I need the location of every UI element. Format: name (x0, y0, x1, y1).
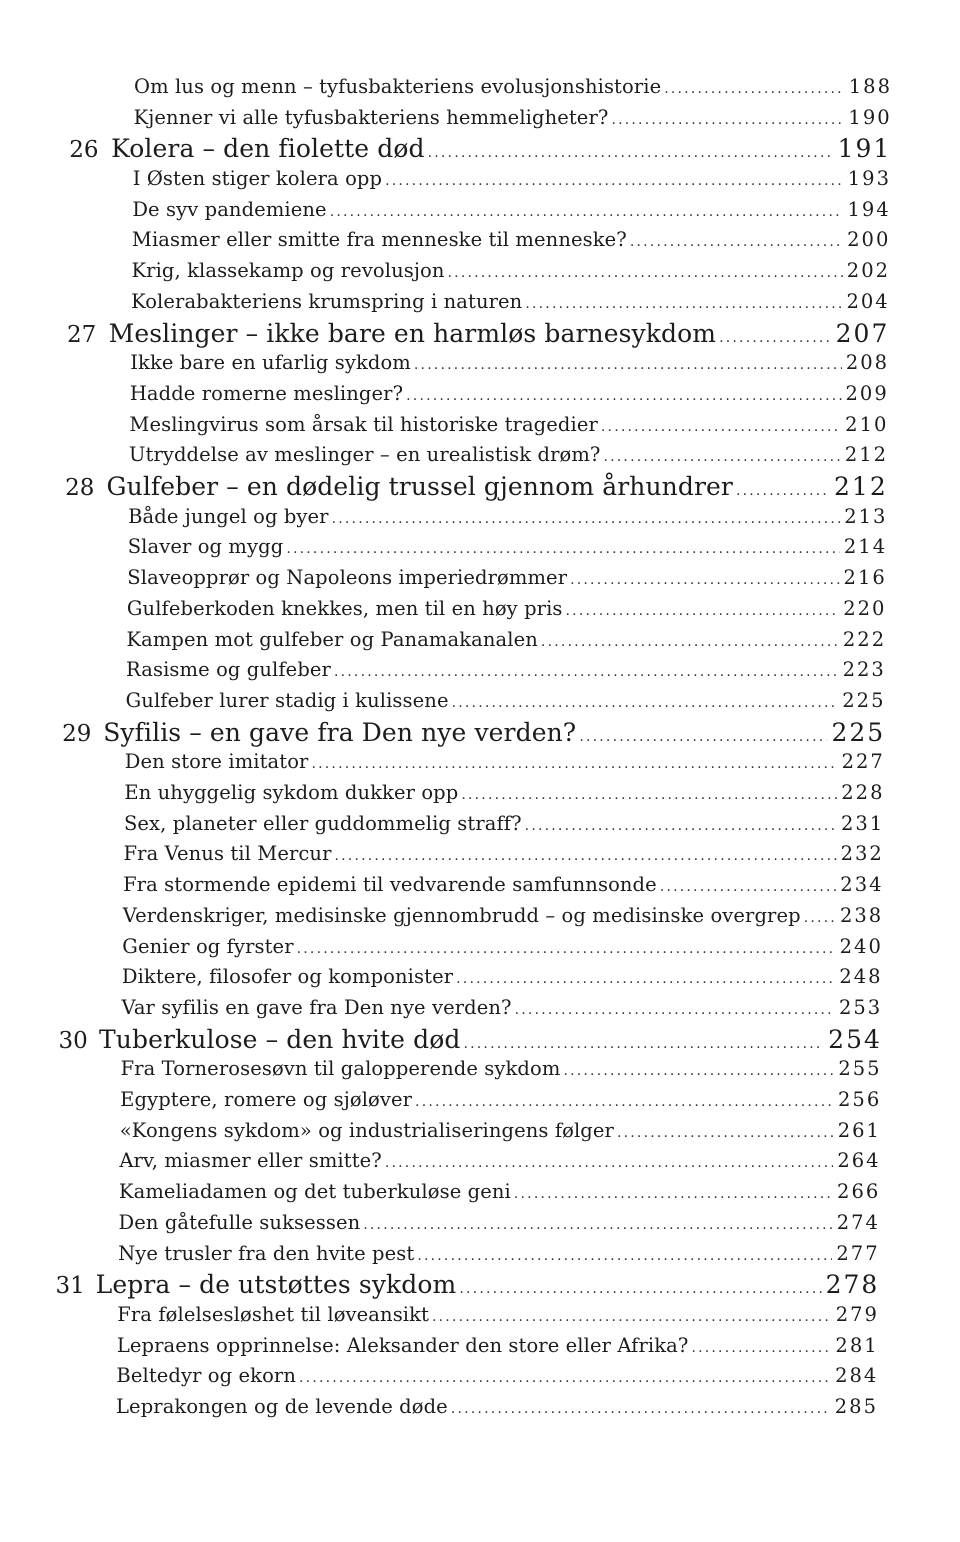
subentry-title: Miasmer eller smitte fra menneske til menneske? (131, 228, 627, 252)
dot-leader (630, 227, 843, 257)
dot-leader (525, 811, 837, 841)
page-number: 278 (825, 1270, 880, 1300)
dot-leader (417, 1241, 832, 1271)
toc-subentry-row (124, 839, 884, 869)
dot-leader (414, 350, 842, 380)
dot-leader (566, 596, 840, 626)
toc-chapter-row (103, 717, 885, 749)
chapter-title: Tuberkulose – den hvite død (99, 1024, 461, 1054)
page-number: 277 (836, 1241, 880, 1265)
dot-leader (664, 74, 845, 104)
page-number: 240 (839, 934, 883, 958)
page-number: 188 (848, 75, 892, 98)
page-number: 279 (835, 1302, 879, 1326)
subentry-title: De syv pandemiene (132, 197, 327, 221)
dot-leader (334, 657, 839, 687)
page-number: 232 (840, 842, 884, 866)
toc-subentry-row (127, 563, 886, 593)
dot-leader (452, 688, 839, 718)
toc-subentry-row (134, 72, 892, 102)
subentry-title: Kjenner vi alle tyfusbakteriens hemmeligheter? (133, 105, 609, 129)
toc-subentry-row (132, 195, 890, 225)
subentry-title: Utryddelse av meslinger – en urealistisk drøm? (128, 443, 601, 467)
subentry-title: Kampen mot gulfeber og Panamakanalen (126, 627, 538, 651)
toc-subentry-row (122, 962, 883, 992)
toc-subentry-row (124, 778, 884, 808)
page-number: 190 (848, 105, 892, 129)
subentry-title: Rasisme og gulfeber (126, 658, 331, 682)
subentry-title: Arv, miasmer eller smitte? (119, 1149, 382, 1173)
page-number: 202 (846, 259, 891, 283)
dot-leader (691, 1333, 831, 1363)
dot-leader (415, 1087, 834, 1117)
toc-subentry-row (130, 348, 889, 378)
page-number: 200 (847, 228, 891, 252)
subentry-title: Var syfilis en gave fra Den nye verden? (121, 995, 512, 1019)
page-number: 285 (834, 1395, 878, 1418)
page-number: 253 (838, 995, 883, 1019)
page-number: 266 (837, 1180, 881, 1204)
subentry-title: Både jungel og byer (128, 504, 329, 528)
page-number: 193 (847, 167, 891, 191)
subentry-title: Fra Venus til Mercur (123, 842, 332, 866)
dot-leader (660, 872, 836, 902)
dot-leader (451, 1394, 831, 1424)
subentry-title: Fra følelsesløshet til løveansikt (117, 1302, 429, 1326)
toc-subentry-row (116, 1392, 878, 1422)
page-number: 210 (845, 412, 889, 436)
toc-subentry-row (128, 532, 887, 562)
subentry-title: Sex, planeter eller guddommelig straff? (123, 811, 522, 835)
dot-leader (299, 1363, 831, 1393)
chapter-number: 28 (65, 475, 95, 502)
dot-leader (541, 627, 839, 657)
subentry-title: Nye trusler fra den hvite pest (118, 1241, 415, 1265)
page-number: 228 (841, 781, 885, 805)
page-number: 281 (835, 1333, 879, 1357)
subentry-title: Beltedyr og ekorn (116, 1364, 297, 1388)
subentry-title: Genier og fyrster (122, 934, 294, 958)
toc-subentry-row (133, 164, 891, 194)
page-number: 238 (839, 903, 884, 927)
dot-leader (363, 1210, 832, 1240)
page-number: 220 (843, 596, 887, 620)
subentry-title: Egyptere, romere og sjøløver (120, 1088, 413, 1112)
subentry-title: Leprakongen og de levende døde (116, 1395, 448, 1418)
dot-leader (406, 381, 841, 411)
toc-subentry-row (126, 686, 886, 716)
toc-subentry-row (117, 1331, 879, 1361)
toc-subentry-row (117, 1300, 879, 1330)
dot-leader (514, 1179, 833, 1209)
toc-subentry-row (123, 901, 884, 931)
subentry-title: Slaver og mygg (127, 535, 284, 559)
chapter-title: Meslinger – ikke bare en harmløs barnesykdom (108, 318, 717, 348)
subentry-title: Verdenskriger, medisinske gjennombrudd – og medisinske overgrep (122, 903, 801, 927)
dot-leader (385, 166, 844, 196)
subentry-title: Gulfeberkoden knekkes, men til en høy pris (126, 596, 563, 620)
dot-leader (297, 934, 836, 964)
toc-subentry-row (131, 256, 890, 286)
page-number: 248 (839, 965, 883, 989)
page-number: 255 (838, 1057, 882, 1081)
subentry-title: Fra Tornerosesøvn til galopperende sykdom (120, 1057, 561, 1081)
page-number: 223 (842, 658, 886, 682)
page-number: 284 (835, 1364, 879, 1388)
toc-subentry-row (127, 594, 887, 624)
subentry-title: Ikke bare en ufarlig sykdom (130, 351, 411, 375)
toc-subentry-row (130, 379, 889, 409)
toc-chapter-row (109, 318, 890, 350)
page-number: 209 (845, 381, 889, 405)
page-number: 227 (841, 750, 885, 774)
subentry-title: Gulfeber lurer stadig i kulissene (125, 688, 449, 712)
toc-subentry-row (123, 870, 883, 900)
subentry-title: Meslingvirus som årsak til historiske tragedier (129, 412, 598, 436)
chapter-number: 26 (69, 137, 99, 164)
toc-subentry-row (129, 410, 888, 440)
dot-leader (456, 964, 835, 994)
subentry-title: I Østen stiger kolera opp (132, 167, 383, 191)
toc-subentry-row (131, 287, 890, 317)
page-number: 208 (845, 351, 890, 375)
toc-subentry-row (124, 809, 884, 839)
dot-leader (432, 1302, 832, 1332)
dot-leader (525, 289, 842, 319)
page-number: 231 (840, 811, 885, 835)
page-number: 213 (844, 504, 888, 528)
toc-subentry-row (120, 1085, 881, 1115)
page-number: 216 (843, 566, 887, 590)
chapter-number: 27 (67, 321, 97, 348)
dot-leader (448, 258, 843, 288)
page-number: 212 (844, 443, 889, 467)
page-number: 274 (836, 1210, 880, 1234)
page-number: 225 (831, 717, 886, 747)
toc-subentry-row (118, 1239, 880, 1269)
page-number: 261 (837, 1118, 881, 1142)
subentry-title: Krig, klassekamp og revolusjon (131, 259, 445, 283)
page-number: 191 (837, 134, 892, 164)
toc-subentry-row (120, 1116, 881, 1146)
page-number: 194 (847, 197, 891, 221)
subentry-title: Kameliadamen og det tuberkuløse geni (118, 1180, 511, 1204)
chapter-number: 31 (55, 1273, 85, 1300)
page-number: 204 (846, 289, 890, 313)
chapter-title: Gulfeber – en dødelig trussel gjennom århundrer (106, 472, 733, 502)
dot-leader (332, 504, 841, 534)
page-number: 212 (834, 472, 888, 502)
dot-leader (385, 1148, 834, 1178)
toc-subentry-row (119, 1177, 880, 1207)
page-number: 234 (840, 873, 884, 897)
page-number: 254 (828, 1024, 882, 1054)
subentry-title: «Kongens sykdom» og industrialiseringens følger (119, 1118, 614, 1142)
dot-leader (617, 1118, 834, 1148)
chapter-title: Lepra – de utstøttes sykdom (95, 1270, 457, 1300)
toc-subentry-row (128, 502, 887, 532)
toc-subentry-row (126, 625, 886, 655)
dot-leader (330, 197, 844, 227)
toc-chapter-row (107, 471, 888, 503)
toc-subentry-row (119, 1208, 880, 1238)
toc-subentry-row (125, 747, 885, 777)
chapter-title: Syfilis – en gave fra Den nye verden? (103, 717, 577, 747)
dot-leader (601, 412, 841, 442)
dot-leader (335, 841, 837, 871)
page-number: 207 (835, 318, 890, 348)
subentry-title: Den gåtefulle suksessen (118, 1210, 361, 1234)
toc-chapter-row (111, 133, 891, 165)
dot-leader (311, 749, 837, 779)
dot-leader (570, 565, 839, 595)
dot-leader (515, 995, 835, 1025)
subentry-title: Fra stormende epidemi til vedvarende samfunnsonde (123, 873, 657, 897)
toc-subentry-row (132, 225, 890, 255)
page-number: 256 (838, 1088, 882, 1112)
subentry-title: Slaveopprør og Napoleons imperiedrømmer (127, 566, 568, 590)
page-number: 225 (842, 688, 886, 712)
subentry-title: Lepraens opprinnelse: Aleksander den store eller Afrika? (116, 1333, 689, 1357)
subentry-title: Hadde romerne meslinger? (129, 381, 404, 405)
page-number: 222 (842, 627, 887, 651)
toc-subentry-row (121, 1054, 882, 1084)
subentry-title: Om lus og menn – tyfusbakteriens evolusjonshistorie (134, 75, 662, 98)
chapter-number: 30 (58, 1027, 88, 1054)
chapter-number: 29 (62, 720, 92, 747)
subentry-title: Kolerabakteriens krumspring i naturen (131, 289, 523, 313)
page-number: 264 (837, 1149, 881, 1173)
page-number: 214 (843, 535, 888, 559)
subentry-title: Diktere, filosofer og komponister (121, 965, 454, 989)
toc-subentry-row (134, 103, 892, 133)
dot-leader (804, 903, 836, 933)
toc-subentry-row (119, 1146, 880, 1176)
dot-leader (461, 780, 837, 810)
subentry-title: En uhyggelig sykdom dukker opp (124, 781, 459, 805)
chapter-title: Kolera – den fiolette død (111, 134, 425, 164)
toc-subentry-row (121, 993, 882, 1023)
toc-chapter-row (96, 1269, 880, 1301)
dot-leader (286, 534, 840, 564)
toc-subentry-row (129, 440, 888, 470)
dot-leader (603, 442, 840, 472)
toc-subentry-row (126, 655, 886, 685)
toc-subentry-row (116, 1361, 878, 1391)
dot-leader (563, 1056, 834, 1086)
dot-leader (611, 105, 844, 135)
toc-chapter-row (99, 1024, 882, 1056)
subentry-title: Den store imitator (124, 750, 309, 774)
toc-subentry-row (122, 932, 883, 962)
